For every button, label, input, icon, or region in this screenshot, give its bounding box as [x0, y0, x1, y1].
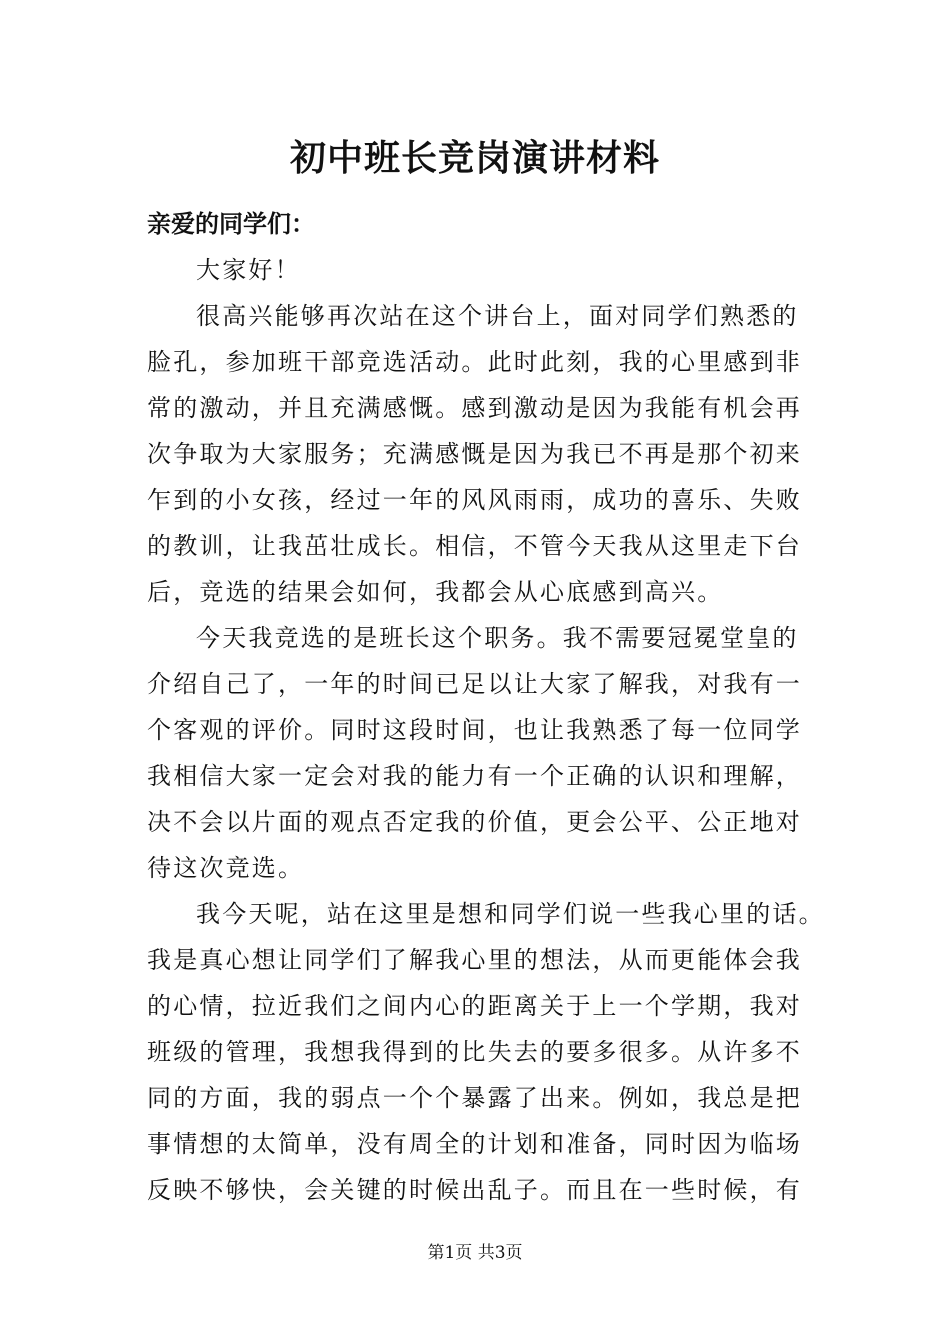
body-line: 我今天呢，站在这里是想和同学们说一些我心里的话。	[196, 900, 825, 928]
body-line: 今天我竞选的是班长这个职务。我不需要冠冕堂皇的	[196, 624, 799, 652]
body-line: 决不会以片面的观点否定我的价值，更会公平、公正地对	[147, 808, 802, 836]
body-line: 班级的管理，我想我得到的比失去的要多很多。从许多不	[147, 1038, 802, 1066]
body-line: 大家好！	[196, 256, 301, 284]
body-line: 我相信大家一定会对我的能力有一个正确的认识和理解，	[147, 762, 802, 790]
body-line: 介绍自己了，一年的时间已足以让大家了解我，对我有一	[147, 670, 802, 698]
salutation: 亲爱的同学们：	[147, 209, 315, 238]
body-line: 常的激动，并且充满感慨。感到激动是因为我能有机会再	[147, 394, 802, 422]
body-line: 事情想的太简单，没有周全的计划和准备，同时因为临场	[147, 1130, 802, 1158]
body-line: 同的方面，我的弱点一个个暴露了出来。例如，我总是把	[147, 1084, 802, 1112]
body-line: 我是真心想让同学们了解我心里的想法，从而更能体会我	[147, 946, 802, 974]
body-line: 个客观的评价。同时这段时间，也让我熟悉了每一位同学	[147, 716, 802, 744]
body-line: 的教训，让我茁壮成长。相信，不管今天我从这里走下台	[147, 532, 802, 560]
body-line: 的心情，拉近我们之间内心的距离关于上一个学期，我对	[147, 992, 802, 1020]
body-line: 待这次竞选。	[147, 854, 305, 882]
page-number-footer: 第1页 共3页	[427, 1243, 523, 1263]
document-title: 初中班长竞岗演讲材料	[289, 137, 660, 179]
body-line: 次争取为大家服务；充满感慨是因为我已不再是那个初来	[147, 440, 802, 468]
body-line: 乍到的小女孩，经过一年的风风雨雨，成功的喜乐、失败	[147, 486, 802, 514]
body-line: 很高兴能够再次站在这个讲台上，面对同学们熟悉的	[196, 302, 799, 330]
body-line: 反映不够快，会关键的时候出乱子。而且在一些时候，有	[147, 1176, 802, 1204]
body-line: 脸孔，参加班干部竞选活动。此时此刻，我的心里感到非	[147, 348, 802, 376]
body-line: 后，竞选的结果会如何，我都会从心底感到高兴。	[147, 578, 724, 606]
